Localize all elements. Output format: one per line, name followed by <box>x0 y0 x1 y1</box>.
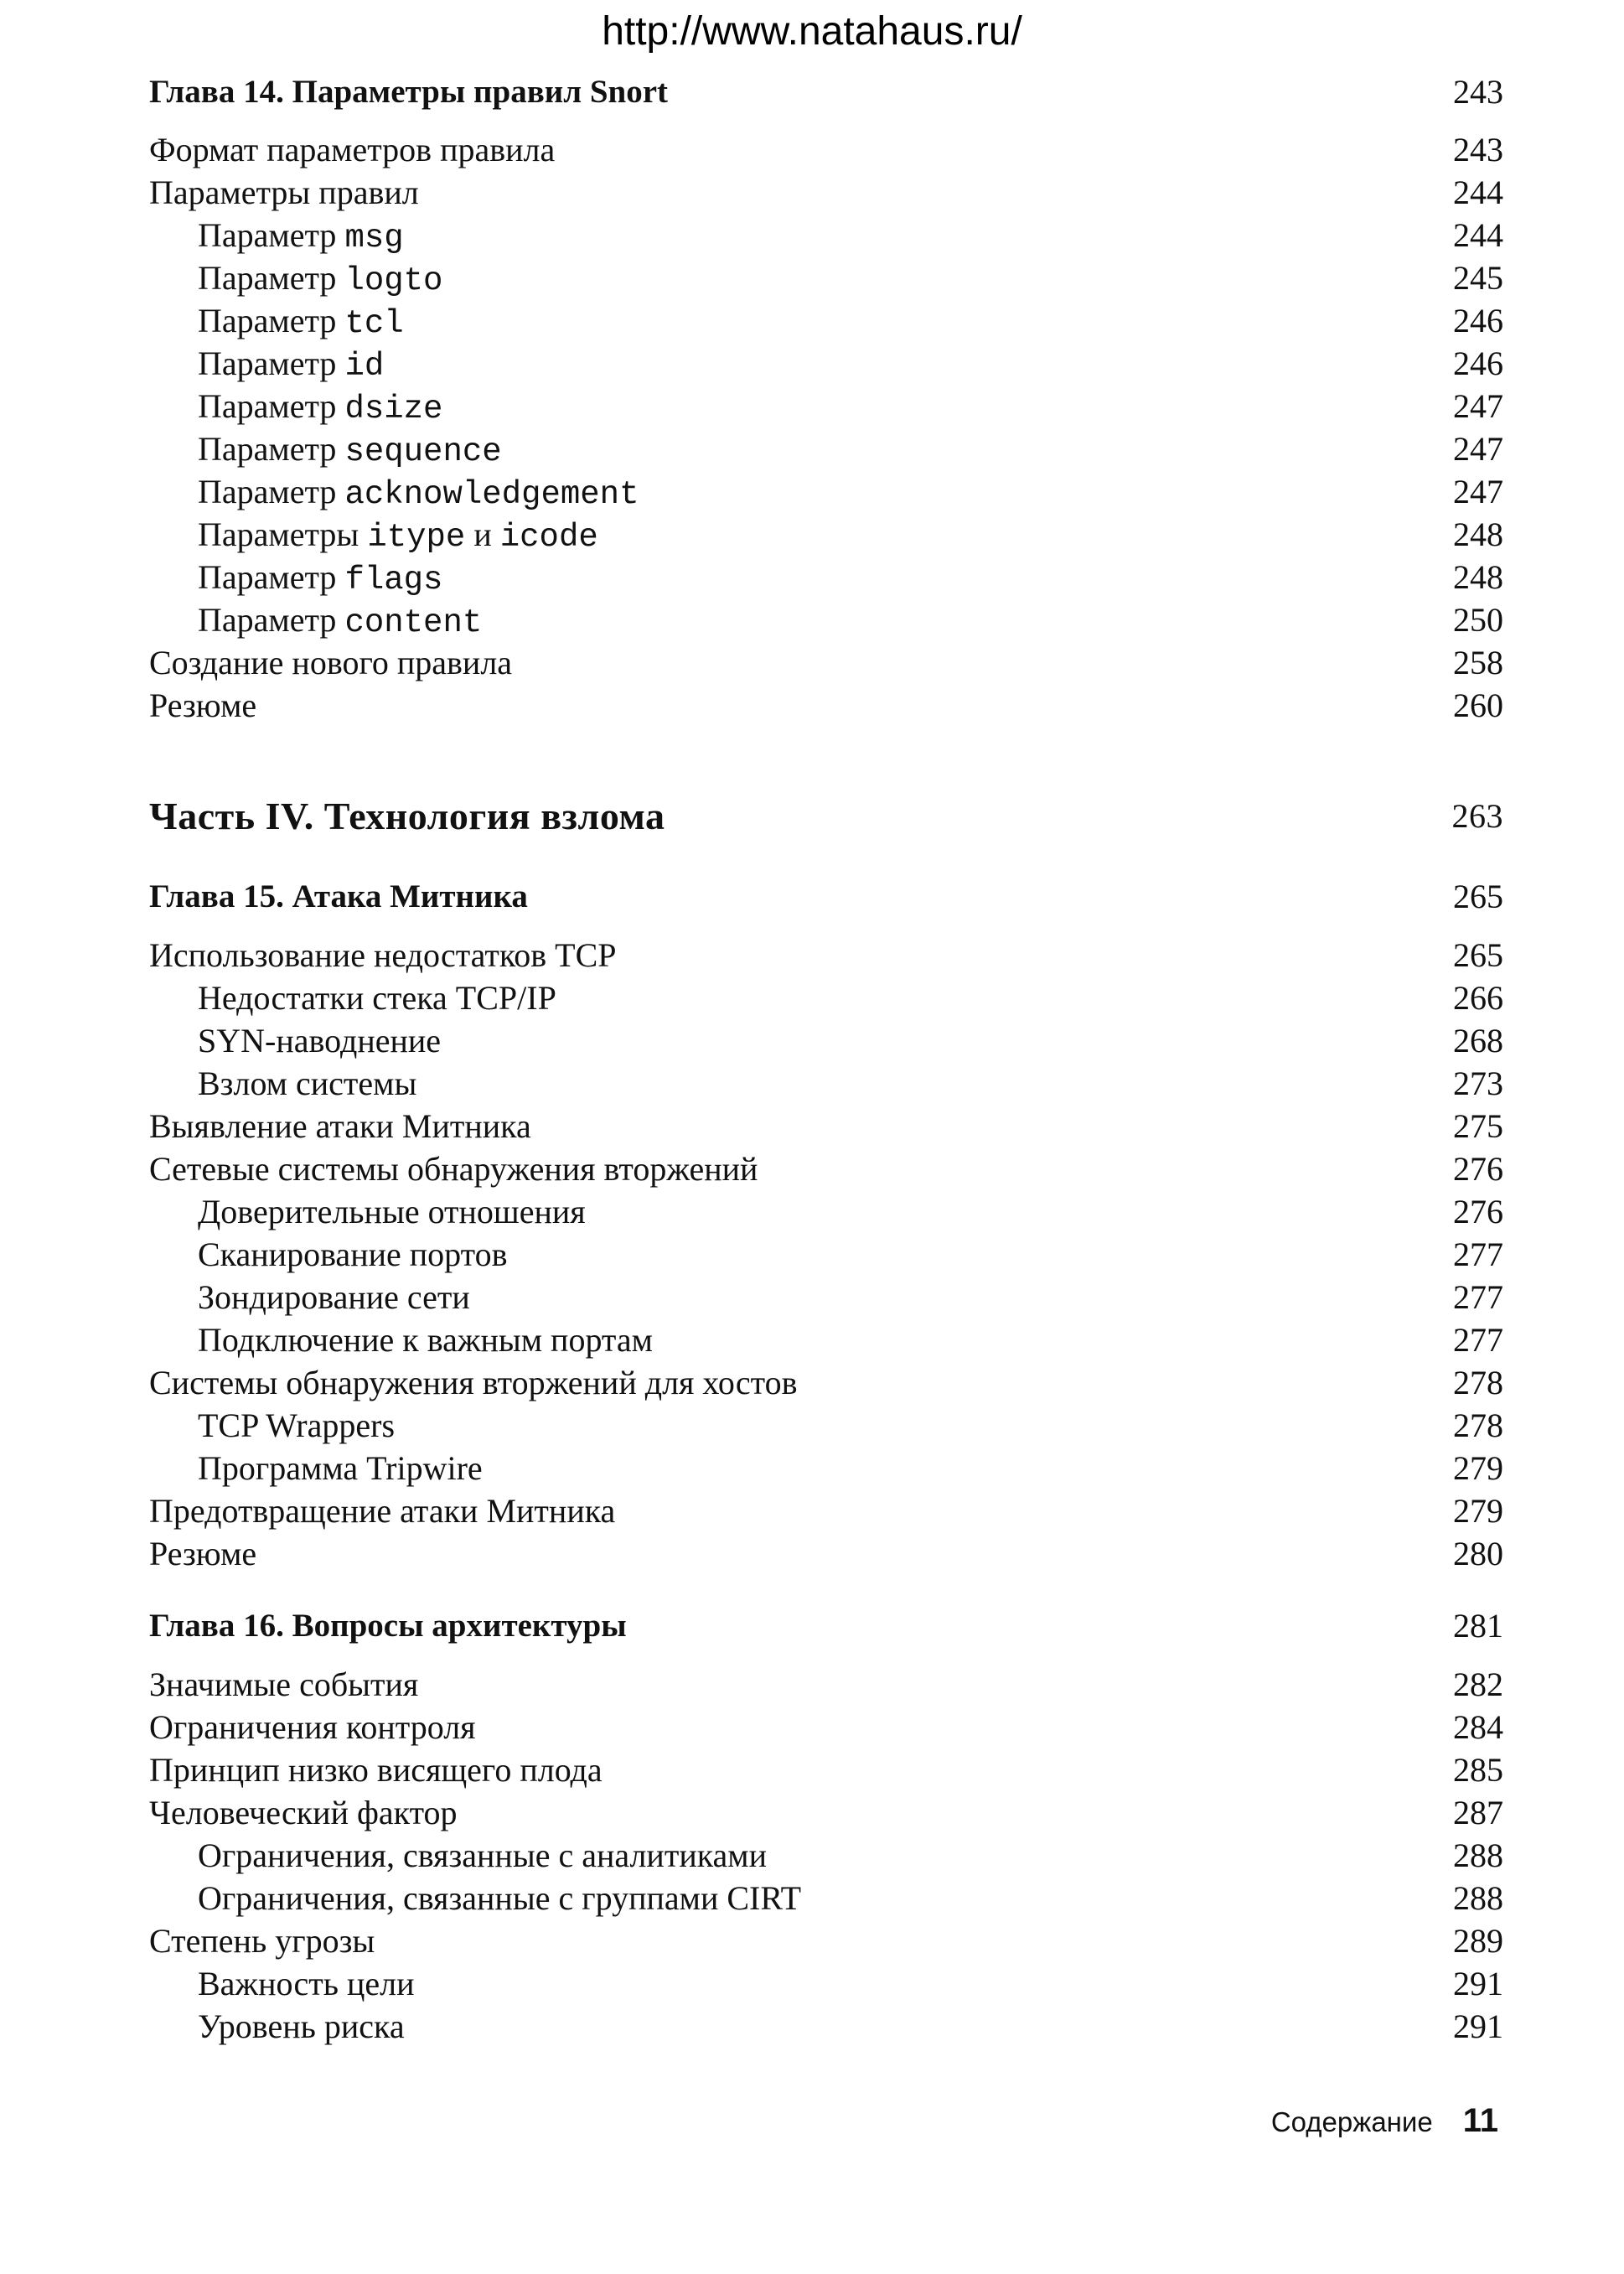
page-number: 258 <box>1453 644 1503 681</box>
page-number: 268 <box>1453 1022 1503 1059</box>
entry-title: Программа Tripwire <box>198 1449 483 1487</box>
toc-entry <box>149 1877 1503 1920</box>
toc-entry <box>149 641 1503 685</box>
page-number: 291 <box>1453 1965 1503 2002</box>
entry-prefix: Параметр <box>198 473 345 510</box>
page-number: 246 <box>1453 344 1503 382</box>
entry-code-2: icode <box>499 519 598 556</box>
part-title: Часть IV. Технология взлома <box>149 795 665 837</box>
entry-title: Системы обнаружения вторжений для хостов <box>149 1364 798 1401</box>
page-number: 279 <box>1453 1449 1503 1487</box>
page-number: 243 <box>1453 73 1503 111</box>
page-number: 265 <box>1453 936 1503 974</box>
entry-title: Формат параметров правила <box>149 131 556 168</box>
entry-title <box>198 299 404 345</box>
entry-title: Сканирование портов <box>198 1235 508 1273</box>
entry-prefix: Параметры <box>198 515 368 553</box>
toc-entry <box>149 1919 1503 1963</box>
toc-entry <box>149 1361 1503 1405</box>
toc-entry <box>149 556 1503 599</box>
entry-title: Сетевые системы обнаружения вторжений <box>149 1150 758 1188</box>
entry-title: Значимые события <box>149 1665 419 1703</box>
entry-prefix: Параметр <box>198 601 345 639</box>
toc-entry <box>149 1447 1503 1490</box>
page-number: 248 <box>1453 558 1503 596</box>
toc-entry <box>149 1019 1503 1063</box>
toc-entry <box>149 1748 1503 1792</box>
entry-title: Параметры правил <box>149 174 419 211</box>
page-number: 291 <box>1453 2007 1503 2045</box>
entry-title: Создание нового правила <box>149 644 513 681</box>
entry-title: Важность цели <box>198 1965 415 2002</box>
toc-entry <box>149 1706 1503 1749</box>
page-number: 266 <box>1453 979 1503 1017</box>
page-number: 273 <box>1453 1064 1503 1102</box>
entry-title <box>198 513 598 559</box>
toc-entry <box>149 1489 1503 1533</box>
entry-title <box>198 598 482 645</box>
toc-entry <box>149 1834 1503 1878</box>
entry-title: Доверительные отношения <box>198 1193 586 1230</box>
entry-title: Предотвращение атаки Митника <box>149 1492 616 1530</box>
toc-entry <box>149 1791 1503 1835</box>
page-number: 248 <box>1453 515 1503 553</box>
entry-code: acknowledgement <box>344 476 639 513</box>
toc-entry <box>149 171 1503 215</box>
toc-entry <box>149 427 1503 471</box>
toc-entry <box>149 256 1503 300</box>
entry-title <box>198 214 404 260</box>
toc-entry <box>149 385 1503 428</box>
page-number: 277 <box>1453 1278 1503 1316</box>
page-number: 244 <box>1453 216 1503 254</box>
toc-entry <box>149 1663 1503 1707</box>
page-number: 288 <box>1453 1836 1503 1874</box>
page-number: 247 <box>1453 387 1503 425</box>
toc-entry <box>149 1105 1503 1148</box>
entry-title: Использование недостатков TCP <box>149 936 617 974</box>
page-number: 276 <box>1453 1193 1503 1230</box>
chapter-title: Глава 16. Вопросы архитектуры <box>149 1608 627 1644</box>
page-number: 245 <box>1453 259 1503 297</box>
page-number: 247 <box>1453 430 1503 468</box>
page-number: 282 <box>1453 1665 1503 1703</box>
entry-title: Уровень риска <box>198 2007 405 2045</box>
footer-label: Содержание <box>1270 2106 1433 2137</box>
entry-code: logto <box>344 262 443 299</box>
entry-title: TCP Wrappers <box>198 1406 396 1444</box>
toc-entry <box>149 214 1503 257</box>
entry-title: Ограничения, связанные с группами CIRT <box>198 1879 802 1917</box>
entry-title: Выявление атаки Митника <box>149 1107 531 1145</box>
entry-title <box>198 470 639 516</box>
page-number: 250 <box>1453 601 1503 639</box>
toc-entry <box>149 342 1503 386</box>
toc-entry <box>149 1190 1503 1234</box>
entry-title <box>198 427 502 474</box>
entry-title: SYN-наводнение <box>198 1022 442 1059</box>
toc-entry <box>149 1962 1503 2006</box>
entry-title <box>198 342 384 388</box>
toc-chapter-15 <box>149 875 1503 919</box>
page-number: 279 <box>1453 1492 1503 1530</box>
toc-entry <box>149 934 1503 977</box>
page-number: 247 <box>1453 473 1503 510</box>
entry-code: itype <box>367 519 466 556</box>
toc-entry <box>149 1062 1503 1106</box>
entry-code: content <box>344 604 483 641</box>
toc-entry <box>149 976 1503 1020</box>
page-number: 275 <box>1453 1107 1503 1145</box>
entry-title: Подключение к важным портам <box>198 1321 653 1359</box>
entry-title: Резюме <box>149 686 257 724</box>
toc-entry <box>149 299 1503 343</box>
page-number: 289 <box>1453 1922 1503 1960</box>
entry-middle: и <box>465 515 500 553</box>
entry-title <box>198 385 442 431</box>
entry-title: Резюме <box>149 1535 257 1572</box>
page-number: 284 <box>1453 1708 1503 1746</box>
page-number: 265 <box>1453 878 1503 915</box>
entry-title: Степень угрозы <box>149 1922 375 1960</box>
entry-title <box>198 556 442 602</box>
entry-code: flags <box>344 562 443 598</box>
entry-title: Ограничения контроля <box>149 1708 476 1746</box>
page-number: 277 <box>1453 1235 1503 1273</box>
page-number: 280 <box>1453 1535 1503 1572</box>
toc-chapter-14 <box>149 70 1503 114</box>
entry-prefix: Параметр <box>198 558 345 596</box>
chapter-title: Глава 15. Атака Митника <box>149 878 528 914</box>
entry-code: id <box>344 348 385 385</box>
chapter-title: Глава 14. Параметры правил Snort <box>149 74 669 110</box>
footer-page-number: 11 <box>1462 2102 1498 2139</box>
entry-code: sequence <box>344 433 502 470</box>
entry-title: Недостатки стека TCP/IP <box>198 979 556 1017</box>
entry-title: Ограничения, связанные с аналитиками <box>198 1836 768 1874</box>
toc-entry <box>149 1276 1503 1319</box>
toc-entry <box>149 1404 1503 1448</box>
toc-entry <box>149 1233 1503 1277</box>
entry-title: Человеческий фактор <box>149 1794 458 1831</box>
entry-code: dsize <box>344 391 443 427</box>
toc-entry <box>149 1318 1503 1362</box>
page-number: 281 <box>1453 1607 1503 1645</box>
entry-title: Принцип низко висящего плода <box>149 1751 603 1789</box>
entry-code: tcl <box>344 305 404 342</box>
toc-entry <box>149 1147 1503 1191</box>
entry-prefix: Параметр <box>198 259 345 297</box>
page-number: 278 <box>1453 1364 1503 1401</box>
entry-title: Зондирование сети <box>198 1278 470 1316</box>
page-number: 244 <box>1453 174 1503 211</box>
toc-part-4 <box>149 793 1503 840</box>
toc-entry <box>149 684 1503 728</box>
entry-prefix: Параметр <box>198 216 345 254</box>
toc-entry <box>149 513 1503 557</box>
entry-code: msg <box>344 220 404 256</box>
page-number: 277 <box>1453 1321 1503 1359</box>
entry-prefix: Параметр <box>198 344 345 382</box>
page-number: 263 <box>1451 797 1503 835</box>
page-number: 243 <box>1453 131 1503 168</box>
page-number: 278 <box>1453 1406 1503 1444</box>
entry-prefix: Параметр <box>198 387 345 425</box>
entry-title <box>198 256 442 303</box>
page-number: 246 <box>1453 302 1503 339</box>
watermark-url: http://www.natahaus.ru/ <box>602 9 1022 54</box>
toc-chapter-16 <box>149 1604 1503 1648</box>
page-number: 288 <box>1453 1879 1503 1917</box>
toc-entry <box>149 128 1503 172</box>
toc-entry <box>149 470 1503 514</box>
page-number: 285 <box>1453 1751 1503 1789</box>
entry-title: Взлом системы <box>198 1064 417 1102</box>
entry-prefix: Параметр <box>198 430 345 468</box>
entry-prefix: Параметр <box>198 302 345 339</box>
page-number: 287 <box>1453 1794 1503 1831</box>
toc-entry <box>149 2005 1503 2049</box>
toc-entry <box>149 598 1503 642</box>
toc-entry <box>149 1532 1503 1576</box>
page-footer <box>1271 2095 1498 2146</box>
page-number: 276 <box>1453 1150 1503 1188</box>
page-number: 260 <box>1453 686 1503 724</box>
